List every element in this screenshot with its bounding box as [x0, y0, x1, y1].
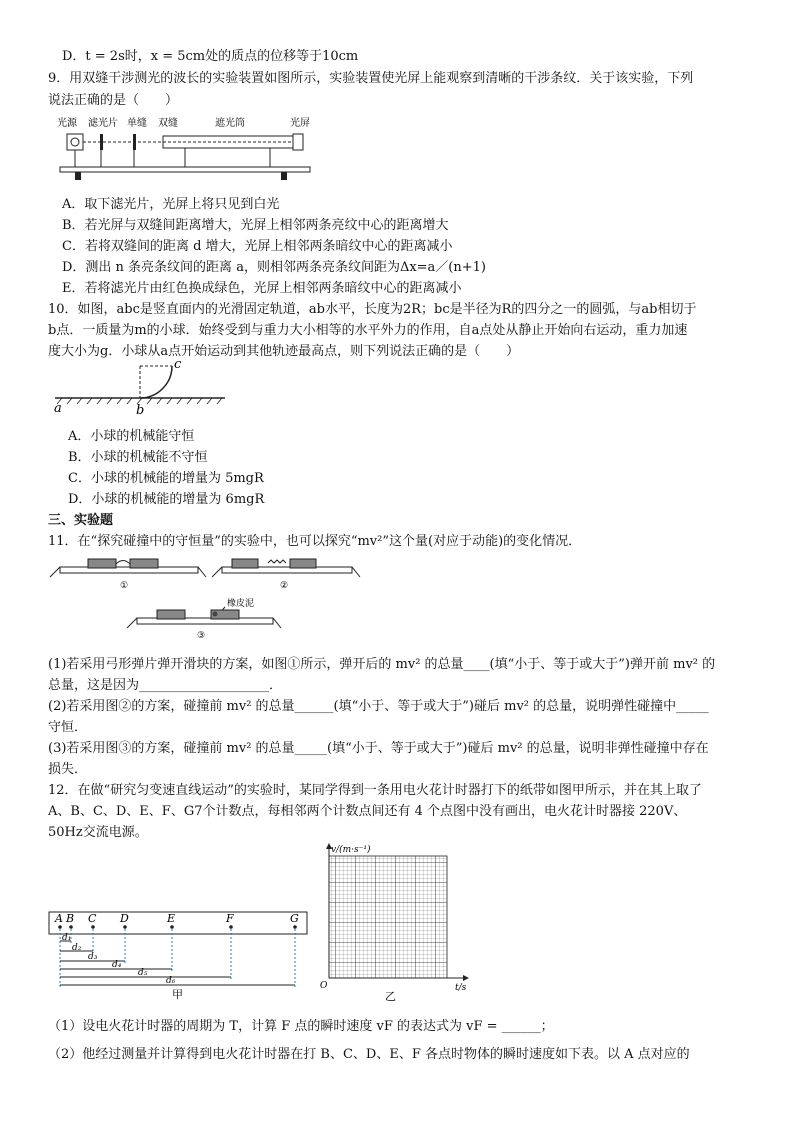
dist-d1: d₁	[62, 933, 72, 943]
tape-point-c: C	[88, 912, 97, 925]
q11-p1-line1: (1)若采用弓形弹片弹开滑块的方案，如图①所示，弹开后的 mv² 的总量____(填“小于、等于或大于”)弹开前 mv² 的	[48, 657, 716, 672]
label-light-source: 光源	[57, 118, 77, 129]
putty-blob	[213, 612, 218, 617]
fig-yi-label: 乙	[385, 990, 396, 1003]
dist-d3: d₃	[88, 952, 98, 962]
putty-label: 橡皮泥	[227, 599, 255, 609]
q11-stem: 11．在“探究碰撞中的守恒量”的实验中，也可以探究“mv²”这个量(对应于动能)的变化情况．	[48, 534, 582, 549]
t-axis-label: t/s	[455, 983, 467, 993]
q12-stem-line2: A、B、C、D、E、F、G7个计数点，每相邻两个计数点间还有 4 个点图中没有画出，电火花计时器接 220V、	[48, 804, 687, 819]
tape-point-e: E	[167, 912, 176, 925]
slider-2b	[290, 559, 316, 568]
q10-stem-line1: 10．如图，abc是竖直面内的光滑固定轨道，ab水平，长度为2R；bc是半径为R的四分之一的圆弧，与ab相切于	[48, 302, 697, 317]
track-3	[127, 618, 281, 628]
dist-d5: d₅	[138, 968, 148, 978]
q8-option-d: D．t = 2s时，x = 5cm处的质点的位移等于10cm	[62, 49, 359, 64]
q12-part2: （2）他经过测量并计算得到电火花计时器在打 B、C、D、E、F 各点时物体的瞬时速度如下表。以 A 点对应的	[48, 1047, 690, 1062]
label-light-tube: 遮光筒	[215, 118, 245, 129]
q12-tape-figure	[48, 905, 313, 1000]
q12-stem-line1: 12．在做“研究匀变速直线运动”的实验时，某同学得到一条用电火花计时器打下的纸带如图甲所示，并在其上取了	[48, 783, 702, 798]
track-1-body	[60, 567, 198, 573]
q9-option-d: D．测出 n 条亮条纹间的距离 a，则相邻两条亮条纹间距为Δx=a／(n+1)	[62, 260, 486, 275]
label-screen: 光屏	[290, 118, 310, 129]
fig-3-label: ③	[197, 631, 206, 641]
spring-2	[268, 560, 286, 563]
slider-3a	[157, 610, 185, 619]
t-axis-arrow	[463, 975, 469, 981]
q10-option-b: B．小球的机械能不守恒	[68, 450, 208, 465]
point-b-label: b	[136, 403, 145, 418]
q9-option-a: A．取下滤光片，光屏上将只见到白光	[62, 197, 280, 212]
track-1	[50, 567, 206, 577]
q11-p3-line2: 损失．	[48, 762, 88, 777]
dist-d2: d₂	[72, 943, 82, 953]
q11-p2-line1: (2)若采用图②的方案，碰撞前 mv² 的总量______(填“小于、等于或大于”)碰后 mv² 的总量，说明弹性碰撞中_____	[48, 699, 709, 714]
tape-point-a: A	[55, 912, 63, 925]
point-c-label: c	[174, 357, 182, 372]
grid-paper	[329, 856, 447, 978]
fig-jia-label: 甲	[172, 988, 183, 1001]
tape-dot-d	[123, 925, 127, 929]
tape-dot-f	[229, 925, 233, 929]
tape-dot-b	[69, 925, 73, 929]
q9-apparatus-figure	[55, 112, 325, 192]
slider-1a	[88, 559, 116, 568]
lamp-circle	[71, 138, 79, 146]
q11-figure-2	[210, 555, 365, 595]
slider-1b	[130, 559, 158, 568]
q9-option-c: C．若将双缝间的距离 d 增大，光屏上相邻两条暗纹中心的距离减小	[62, 239, 453, 254]
tape-dot-e	[170, 925, 174, 929]
q10-stem-line3: 度大小为g．小球从a点开始运动到其他轨迹最高点，则下列说法正确的是（ ）	[48, 344, 520, 359]
screen-holder	[293, 134, 303, 150]
q9-option-e: E．若将滤光片由红色换成绿色，光屏上相邻两条暗纹中心的距离减小	[62, 281, 462, 296]
fig-1-label: ①	[120, 581, 129, 591]
tape-point-g: G	[290, 912, 299, 925]
distance-arrows	[60, 941, 295, 985]
point-a-label: a	[54, 401, 62, 416]
q9-stem-line2: 说法正确的是（ ）	[48, 93, 179, 108]
section-title: 三、实验题	[48, 513, 114, 528]
q10-track-figure	[50, 357, 230, 420]
tape-point-f: F	[226, 912, 234, 925]
v-axis-label: v/(m·s⁻¹)	[331, 845, 371, 855]
q10-option-d: D．小球的机械能的增量为 6mgR	[68, 492, 265, 507]
tape-dot-c	[91, 925, 95, 929]
dist-d4: d₄	[112, 960, 122, 970]
q10-stem-line2: b点．一质量为m的小球．始终受到与重力大小相等的水平外力的作用，自a点处从静止开始向右运动，重力加速	[48, 323, 688, 338]
slider-2a	[232, 559, 258, 568]
rail	[60, 167, 310, 172]
label-filter: 滤光片	[88, 118, 118, 129]
label-single-slit: 单缝	[127, 118, 147, 129]
rail-foot-2	[281, 172, 287, 180]
spring-bow	[116, 561, 130, 565]
rail-foot-1	[75, 172, 81, 180]
tape-dot-g	[293, 925, 297, 929]
q12-stem-line3: 50Hz交流电源。	[48, 825, 148, 840]
q11-figure-1	[48, 555, 208, 595]
arc-bc	[140, 366, 172, 398]
tape-point-d: D	[120, 912, 129, 925]
filter-plate	[100, 134, 103, 150]
q11-p1-line2: 总量，这是因为____________________．	[48, 678, 283, 693]
tape-dot-a	[58, 925, 62, 929]
q9-stem-line1: 9．用双缝干涉测光的波长的实验装置如图所示，实验装置使光屏上能观察到清晰的干涉条纹．关于该实验，下列	[48, 71, 694, 86]
origin-label: O	[320, 981, 328, 991]
q12-vt-graph	[315, 842, 475, 1002]
dist-d6: d₆	[166, 976, 176, 986]
q9-option-b: B．若光屏与双缝间距离增大，光屏上相邻两条亮纹中心的距离增大	[62, 218, 449, 233]
q10-option-a: A．小球的机械能守恒	[68, 429, 195, 444]
light-source-box	[67, 134, 83, 150]
fig-2-label: ②	[280, 581, 289, 591]
q10-option-c: C．小球的机械能的增量为 5mgR	[68, 471, 264, 486]
tape-point-b: B	[66, 912, 75, 925]
q12-part1: （1）设电火花计时器的周期为 T，计算 F 点的瞬时速度 vF 的表达式为 vF = ______；	[48, 1019, 554, 1034]
label-double-slit: 双缝	[158, 118, 178, 129]
single-slit-plate	[133, 134, 136, 150]
q11-p2-line2: 守恒．	[48, 720, 88, 735]
q11-figure-3	[125, 598, 285, 640]
q11-p3-line1: (3)若采用图③的方案，碰撞前 mv² 的总量_____(填“小于、等于或大于”)碰后 mv² 的总量，说明非弹性碰撞中存在	[48, 741, 709, 756]
